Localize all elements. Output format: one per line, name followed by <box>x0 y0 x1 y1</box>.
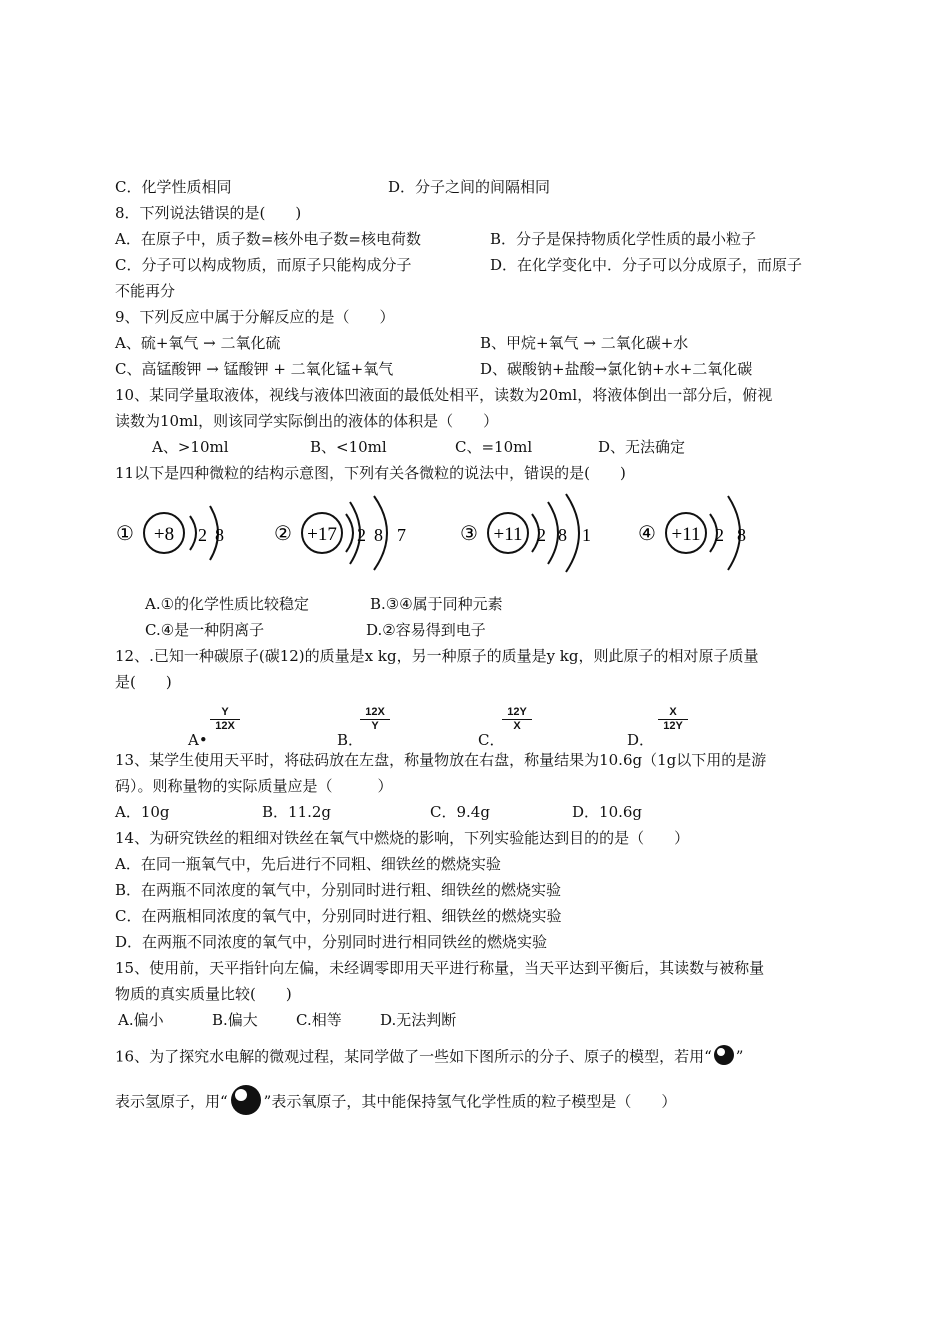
q13-stem-line1: 13、某学生使用天平时，将砝码放在左盘，称量物放在右盘，称量结果为10.6g（1g以下用的是游 <box>115 751 767 769</box>
q10-option-b: B、<10ml <box>310 438 387 456</box>
q16-stem-line1 <box>115 1044 743 1071</box>
q12-option-b-label: B． <box>337 731 364 749</box>
q8-stem: 8．下列说法错误的是( ) <box>115 204 302 222</box>
q8-option-b: B．分子是保持物质化学性质的最小粒子 <box>490 230 757 248</box>
q12-option-d-fraction: $\frac{X}{12Y}$ <box>658 706 688 733</box>
q14-option-b: B．在两瓶不同浓度的氧气中，分别同时进行粗、细铁丝的燃烧实验 <box>115 881 562 899</box>
q15-option-c: C.相等 <box>296 1011 342 1029</box>
q12-option-c-fraction: $\frac{12Y}{X}$ <box>502 706 532 733</box>
q12-option-d-label: D． <box>627 731 655 749</box>
q8-option-c: C．分子可以构成物质，而原子只能构成分子 <box>115 256 412 274</box>
q11-stem: 11以下是四种微粒的结构示意图，下列有关各微粒的说法中，错误的是( ) <box>115 464 626 482</box>
hydrogen-atom-icon <box>713 1044 735 1071</box>
atomic-structure-diagrams <box>110 486 770 578</box>
particle-2-label: ② <box>274 523 292 545</box>
q16-stem-line2-rest: ”表示氧原子，其中能保持氢气化学性质的粒子模型是（ ） <box>263 1092 677 1111</box>
particle-4-label: ④ <box>638 523 656 545</box>
q15-option-a: A.偏小 <box>118 1011 164 1029</box>
particle-2-shell-3: 7 <box>397 525 406 545</box>
q12-stem-line2: 是( ) <box>115 673 172 691</box>
q13-option-d: D．10.6g <box>572 803 643 821</box>
q7-option-c: C．化学性质相同 <box>115 178 232 196</box>
q7-option-d: D．分子之间的间隔相同 <box>388 178 551 196</box>
q13-option-b: B．11.2g <box>262 803 332 821</box>
q14-option-c: C．在两瓶相同浓度的氧气中，分别同时进行粗、细铁丝的燃烧实验 <box>115 907 562 925</box>
q10-option-a: A、>10ml <box>152 438 229 456</box>
q9-option-c: C、高锰酸钾 → 锰酸钾 + 二氧化锰+氧气 <box>115 360 394 378</box>
particle-2-shell-1: 2 <box>357 525 366 545</box>
q16-stem-line1-close: ” <box>735 1047 744 1066</box>
oxygen-atom-icon <box>230 1084 262 1121</box>
q8-option-d-continued: 不能再分 <box>115 282 176 300</box>
q11-option-b: B.③④属于同种元素 <box>370 595 503 613</box>
particle-1-label: ① <box>116 523 134 545</box>
particle-3-diagram <box>460 494 591 572</box>
q12-stem-line1: 12、.已知一种碳原子(碳12)的质量是x kg，另一种原子的质量是y kg，则此原子的相对原子质量 <box>115 647 759 665</box>
q16-stem-line1-text: 16、为了探究水电解的微观过程，某同学做了一些如下图所示的分子、原子的模型，若用“ <box>115 1047 712 1066</box>
q15-option-b: B.偏大 <box>212 1011 258 1029</box>
particle-3-shell-3: 1 <box>582 525 591 545</box>
q9-option-a: A、硫+氧气 → 二氧化硫 <box>115 334 281 352</box>
q12-option-c-label: C． <box>478 731 505 749</box>
particle-4-shell-1: 2 <box>715 525 724 545</box>
q15-option-d: D.无法判断 <box>380 1011 457 1029</box>
particle-3-shell-1: 2 <box>537 525 546 545</box>
q15-stem-line1: 15、使用前，天平指针向左偏，未经调零即用天平进行称量，当天平达到平衡后，其读数与被称量 <box>115 959 765 977</box>
particle-4-nucleus: +11 <box>671 524 701 545</box>
particle-3-label: ③ <box>460 523 478 545</box>
q10-option-c: C、=10ml <box>455 438 533 456</box>
q9-stem: 9、下列反应中属于分解反应的是（ ） <box>115 308 395 326</box>
q13-stem-line2: 码）。则称量物的实际质量应是（ ） <box>115 777 393 795</box>
q10-stem-line2: 读数为10ml，则该同学实际倒出的液体的体积是（ ） <box>115 412 499 430</box>
q8-option-a: A．在原子中，质子数=核外电子数=核电荷数 <box>115 230 421 248</box>
particle-2-shell-2: 8 <box>374 525 383 545</box>
q9-option-b: B、甲烷+氧气 → 二氧化碳+水 <box>480 334 689 352</box>
particle-3-shell-2: 8 <box>558 525 567 545</box>
q12-option-a-label: A• <box>188 731 208 749</box>
q11-option-c: C.④是一种阴离子 <box>145 621 265 639</box>
q14-stem: 14、为研究铁丝的粗细对铁丝在氧气中燃烧的影响，下列实验能达到目的的是（ ） <box>115 829 690 847</box>
q10-stem-line1: 10、某同学量取液体，视线与液体凹液面的最低处相平，读数为20ml，将液体倒出一部分后，俯视 <box>115 386 773 404</box>
particle-1-shell-2: 8 <box>215 525 224 545</box>
particle-3-nucleus: +11 <box>493 524 523 545</box>
particle-1-shell-1: 2 <box>198 525 207 545</box>
q15-stem-line2: 物质的真实质量比较( ) <box>115 985 292 1003</box>
q13-option-a: A．10g <box>115 803 170 821</box>
particle-2-nucleus: +17 <box>307 524 337 545</box>
q11-option-d: D.②容易得到电子 <box>366 621 486 639</box>
particle-2-diagram <box>274 496 406 570</box>
q8-option-d: D．在化学变化中．分子可以分成原子，而原子 <box>490 256 803 274</box>
q14-option-d: D．在两瓶不同浓度的氧气中，分别同时进行相同铁丝的燃烧实验 <box>115 933 548 951</box>
q16-stem-line2 <box>115 1084 676 1121</box>
particle-4-diagram <box>638 496 746 570</box>
particle-1-nucleus: +8 <box>153 524 175 545</box>
q12-option-b-fraction: $\frac{12X}{Y}$ <box>360 706 390 733</box>
q13-option-c: C．9.4g <box>430 803 490 821</box>
q12-option-a-fraction: $\frac{Y}{12X}$ <box>210 706 240 733</box>
particle-1-diagram <box>116 506 224 560</box>
q11-option-a: A.①的化学性质比较稳定 <box>145 595 310 613</box>
q9-option-d: D、碳酸钠+盐酸→氯化钠+水+二氧化碳 <box>480 360 753 378</box>
q10-option-d: D、无法确定 <box>598 438 686 456</box>
q14-option-a: A．在同一瓶氧气中，先后进行不同粗、细铁丝的燃烧实验 <box>115 855 501 873</box>
q16-stem-line2-text: 表示氢原子，用“ <box>115 1092 228 1111</box>
particle-4-shell-2: 8 <box>737 525 746 545</box>
